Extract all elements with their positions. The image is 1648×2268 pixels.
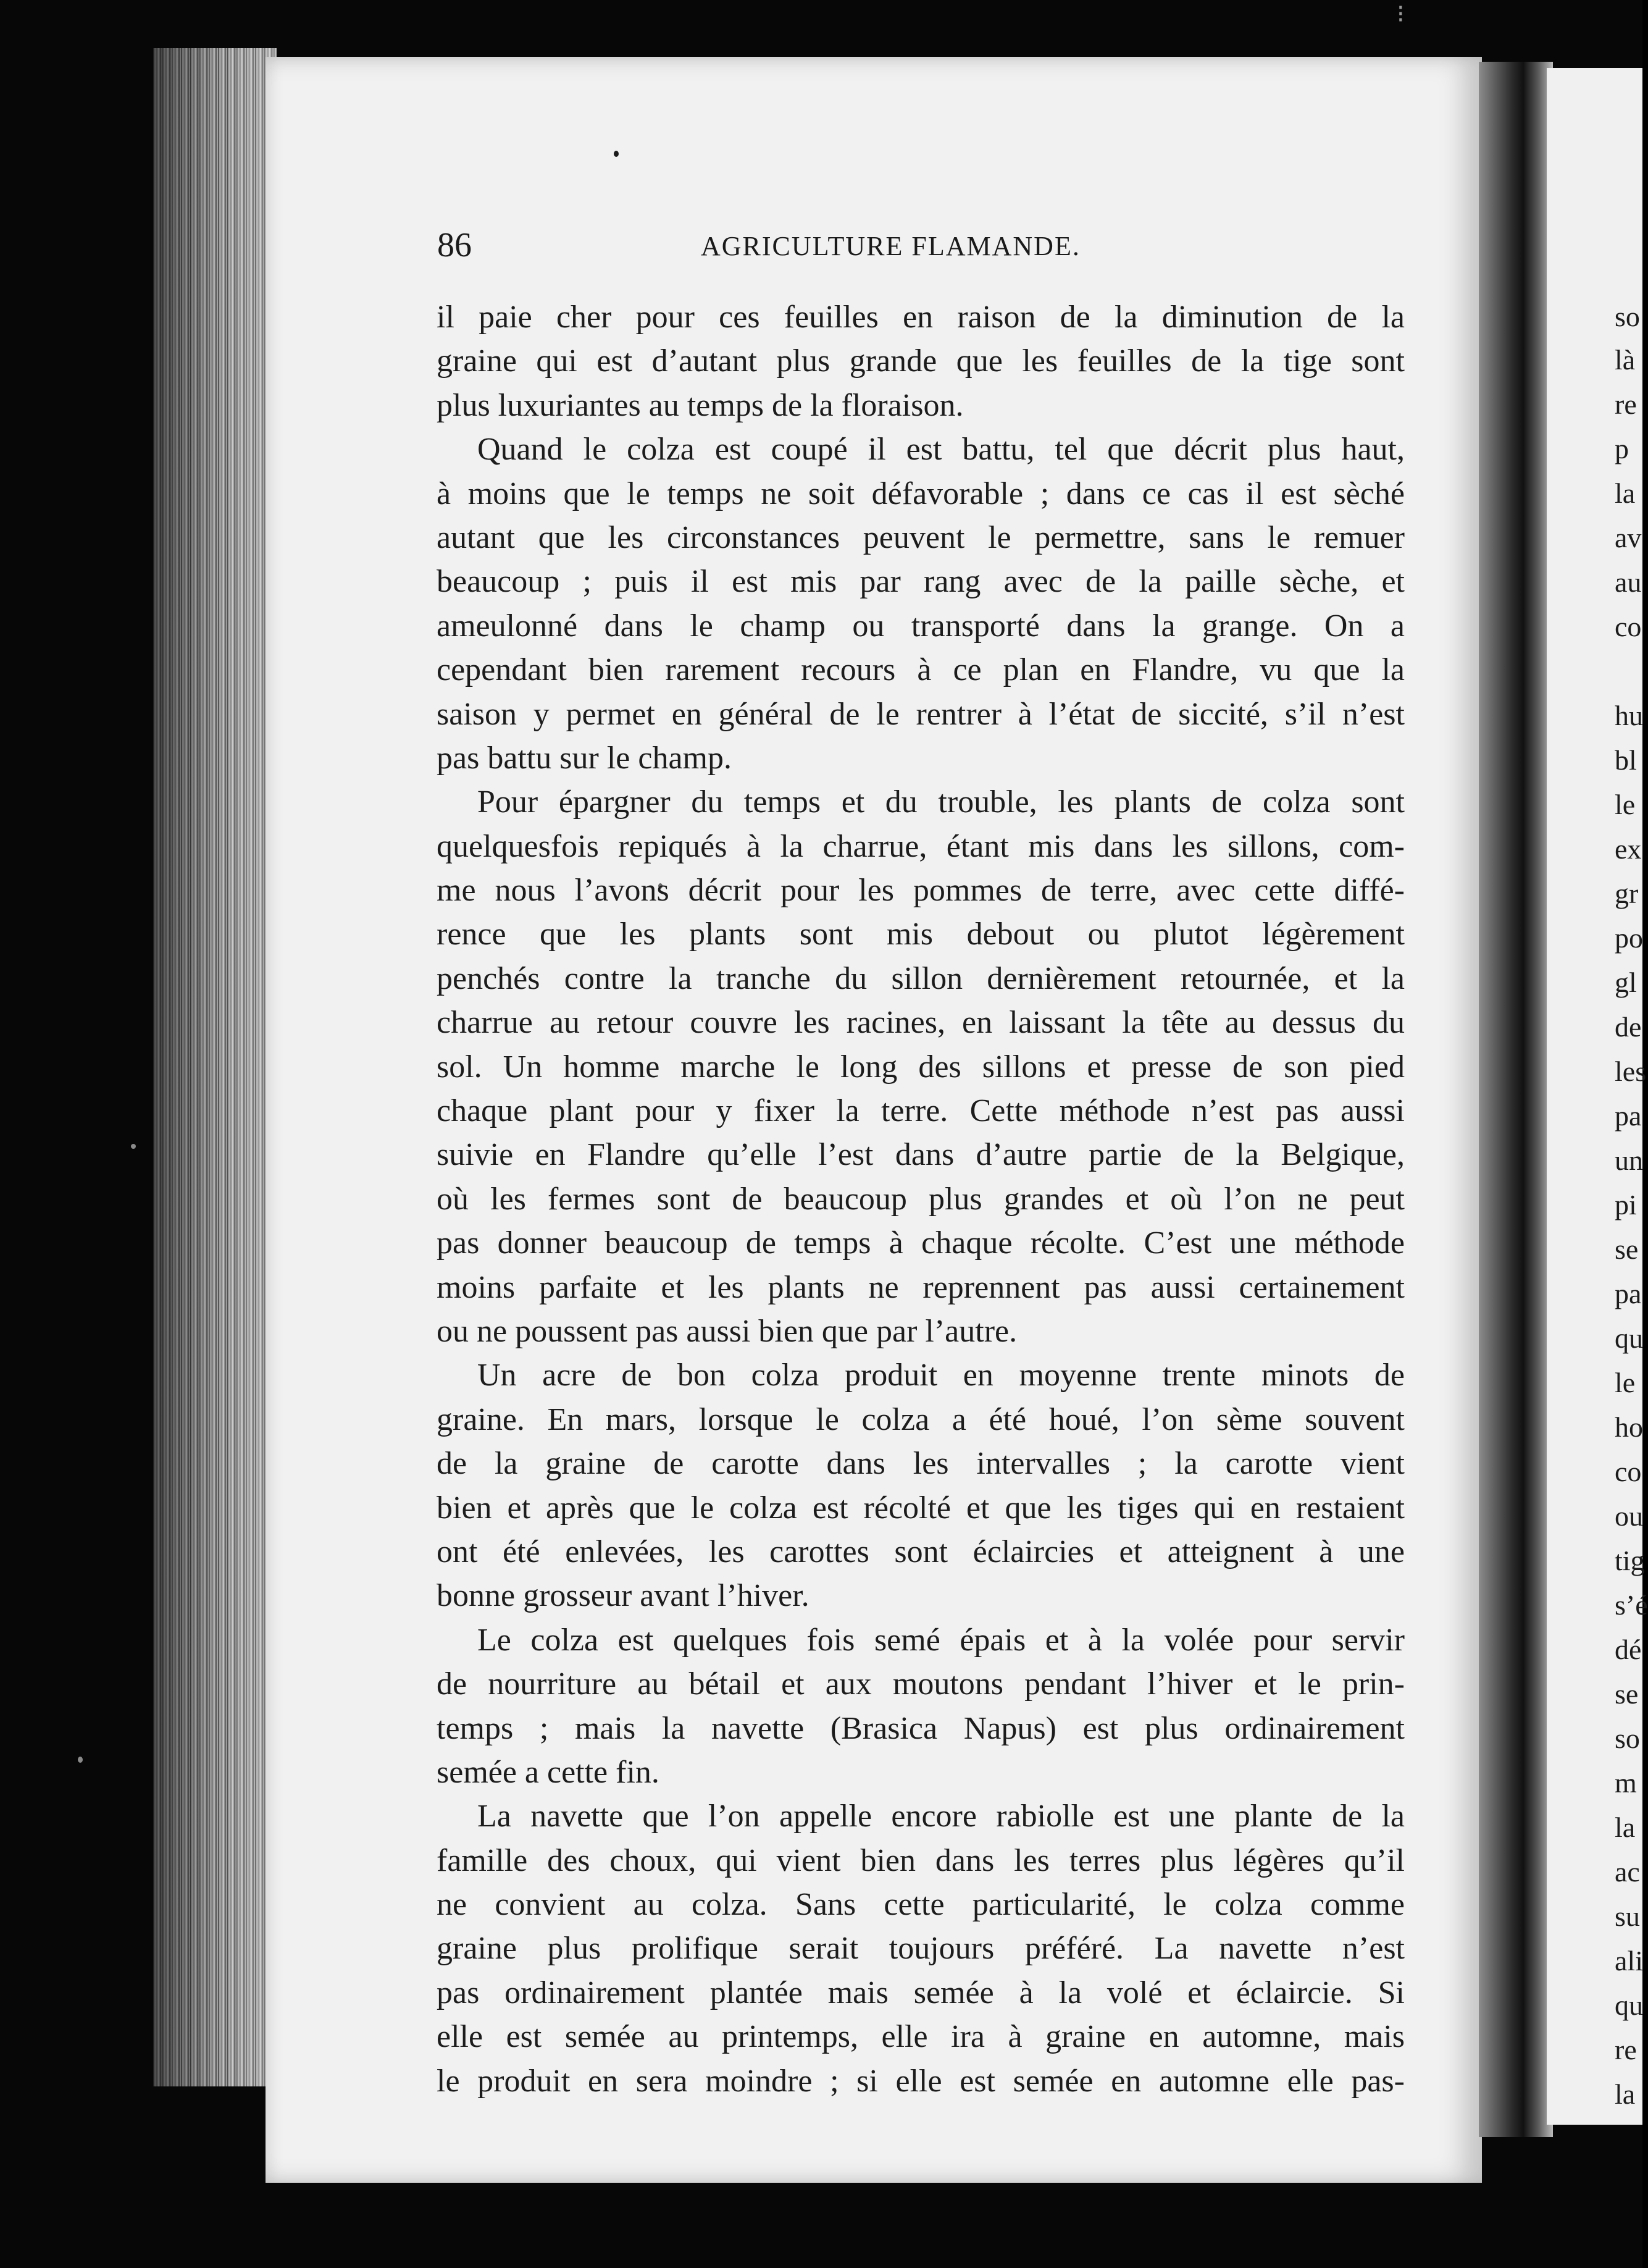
text-line: de la graine de carotte dans les intervalles ; la carotte vient [437, 1446, 1405, 1482]
text-line: ne convient au colza. Sans cette particularité, le colza comme [437, 1887, 1405, 1923]
running-title: AGRICULTURE FLAMANDE. [701, 231, 1081, 261]
facing-page-fragment: de [1615, 1011, 1642, 1043]
text-line: graine plus prolifique serait toujours préféré. La navette n’est [437, 1931, 1405, 1967]
text-line: bonne grosseur avant l’hiver. [437, 1578, 809, 1614]
scan-corner-mark: ⁝ [1397, 0, 1405, 28]
text-line: le produit en sera moindre ; si elle est semée en automne elle pas- [437, 2063, 1405, 2099]
text-line: semée a cette fin. [437, 1754, 659, 1790]
text-line: pas ordinairement plantée mais semée à la volé et éclaircie. Si [437, 1975, 1405, 2010]
facing-page-fragment: re [1615, 388, 1637, 420]
text-line: à moins que le temps ne soit défavorable ; dans ce cas il est sèché [437, 476, 1405, 511]
facing-page-fragment: se [1615, 1678, 1639, 1710]
text-line: ou ne poussent pas aussi bien que par l’autre. [437, 1313, 1018, 1349]
facing-page-fragment: ho [1615, 1411, 1643, 1443]
text-line: moins parfaite et les plants ne reprennent pas aussi certainement [437, 1269, 1405, 1305]
facing-page-fragment: co [1615, 1456, 1642, 1487]
book-gutter-shadow [1479, 62, 1553, 2137]
ink-speck [78, 1757, 83, 1763]
text-line: suivie en Flandre qu’elle l’est dans d’autre partie de la Belgique, [437, 1137, 1405, 1173]
facing-page-fragment: co [1615, 611, 1642, 642]
page-number: 86 [437, 226, 472, 264]
ink-speck [131, 1144, 136, 1149]
text-line: pas battu sur le champ. [437, 740, 732, 776]
text-line: chaque plant pour y fixer la terre. Cette méthode n’est pas aussi [437, 1093, 1405, 1129]
facing-page-fragment: pa [1615, 1100, 1642, 1132]
facing-page-fragment: qu [1615, 1322, 1643, 1354]
facing-page-fragment: su [1615, 1900, 1640, 1932]
facing-page-fragment: ou [1615, 1500, 1643, 1532]
facing-page-fragment: bl [1615, 744, 1637, 776]
facing-page-fragment: la [1615, 2078, 1636, 2110]
facing-page-fragment: le [1615, 1367, 1636, 1398]
facing-page-fragment: le [1615, 789, 1636, 820]
text-line: Le colza est quelques fois semé épais et à la volée pour servir [477, 1622, 1405, 1658]
text-line: Pour épargner du temps et du trouble, les plants de colza sont [477, 784, 1405, 820]
text-line: me nous l’avons décrit pour les pommes de terre, avec cette diffé- [437, 873, 1405, 909]
ink-speck [614, 151, 619, 157]
facing-page-fragment: so [1615, 301, 1640, 332]
text-line: quelquesfois repiqués à la charrue, étant mis dans les sillons, com- [437, 828, 1405, 864]
text-line: famille des choux, qui vient bien dans les terres plus légères qu’il [437, 1842, 1405, 1878]
facing-page-fragment: m [1615, 1767, 1637, 1799]
facing-page-fragment: les [1615, 1056, 1647, 1087]
text-line: cependant bien rarement recours à ce plan en Flandre, vu que la [437, 652, 1405, 688]
facing-page-fragment: se [1615, 1233, 1639, 1265]
text-line: ont été enlevées, les carottes sont éclaircies et atteignent à une [437, 1534, 1405, 1569]
text-line: graine qui est d’autant plus grande que les feuilles de la tige sont [437, 343, 1405, 379]
facing-page-fragment: ex [1615, 833, 1642, 865]
facing-page-fragment: la [1615, 1812, 1636, 1843]
facing-page-fragment: pa [1615, 1278, 1642, 1309]
text-line: temps ; mais la navette (Brasica Napus) est plus ordinairement [437, 1710, 1405, 1746]
facing-page-fragment: la [1615, 477, 1636, 509]
text-line: penchés contre la tranche du sillon dernièrement retournée, et la [437, 960, 1405, 996]
text-line: charrue au retour couvre les racines, en laissant la tête au dessus du [437, 1005, 1405, 1041]
facing-page-fragment: pi [1615, 1189, 1637, 1220]
book-page-right-partial [1547, 68, 1648, 2125]
text-line: ameulonné dans le champ ou transporté dans la grange. On a [437, 608, 1405, 644]
text-line: où les fermes sont de beaucoup plus grandes et où l’on ne peut [437, 1181, 1405, 1217]
text-line: rence que les plants sont mis debout ou plutot légèrement [437, 917, 1405, 952]
facing-page-fragment: un [1615, 1144, 1643, 1176]
facing-page-fragment: hu [1615, 700, 1643, 731]
facing-page-fragment: gr [1615, 878, 1639, 909]
text-line: Un acre de bon colza produit en moyenne trente minots de [477, 1358, 1405, 1393]
text-line: graine. En mars, lorsque le colza a été houé, l’on sème souvent [437, 1401, 1405, 1437]
facing-page-fragment: p [1615, 433, 1629, 464]
facing-page-fragment: av [1615, 522, 1642, 553]
text-line: sol. Un homme marche le long des sillons et presse de son pied [437, 1049, 1405, 1085]
running-header [437, 225, 1413, 275]
text-line: il paie cher pour ces feuilles en raison de la diminution de la [437, 300, 1405, 335]
facing-page-fragment: au [1615, 566, 1642, 598]
facing-page-fragment: ac [1615, 1856, 1640, 1888]
text-line: plus luxuriantes au temps de la floraison. [437, 387, 964, 423]
text-line: pas donner beaucoup de temps à chaque récolte. C’est une méthode [437, 1225, 1405, 1261]
text-line: saison y permet en général de le rentrer à l’état de siccité, s’il n’est [437, 696, 1405, 732]
facing-page-fragment: qu [1615, 1989, 1643, 2021]
facing-page-fragment: re [1615, 2034, 1637, 2065]
facing-page-fragment: so [1615, 1723, 1640, 1754]
facing-page-fragment: gl [1615, 967, 1637, 998]
facing-page-fragment: tig [1615, 1545, 1645, 1576]
text-line: elle est semée au printemps, elle ira à graine en automne, mais [437, 2019, 1405, 2055]
text-line: La navette que l’on appelle encore rabiolle est une plante de la [477, 1799, 1405, 1834]
facing-page-fragment: dé [1615, 1634, 1642, 1665]
text-line: de nourriture au bétail et aux moutons pendant l’hiver et le prin- [437, 1666, 1405, 1702]
text-line: Quand le colza est coupé il est battu, tel que décrit plus haut, [477, 432, 1405, 468]
text-line: autant que les circonstances peuvent le permettre, sans le remuer [437, 519, 1405, 555]
body-text [437, 295, 1405, 2103]
facing-page-fragment: s’é [1615, 1589, 1648, 1621]
book-page-edges [153, 48, 277, 2086]
facing-page-fragment: là [1615, 344, 1636, 376]
facing-page-fragment: ali [1615, 1945, 1643, 1976]
facing-page-fragment: po [1615, 922, 1643, 954]
text-line: bien et après que le colza est récolté et que les tiges qui en restaient [437, 1490, 1405, 1526]
text-line: beaucoup ; puis il est mis par rang avec de la paille sèche, et [437, 564, 1405, 600]
